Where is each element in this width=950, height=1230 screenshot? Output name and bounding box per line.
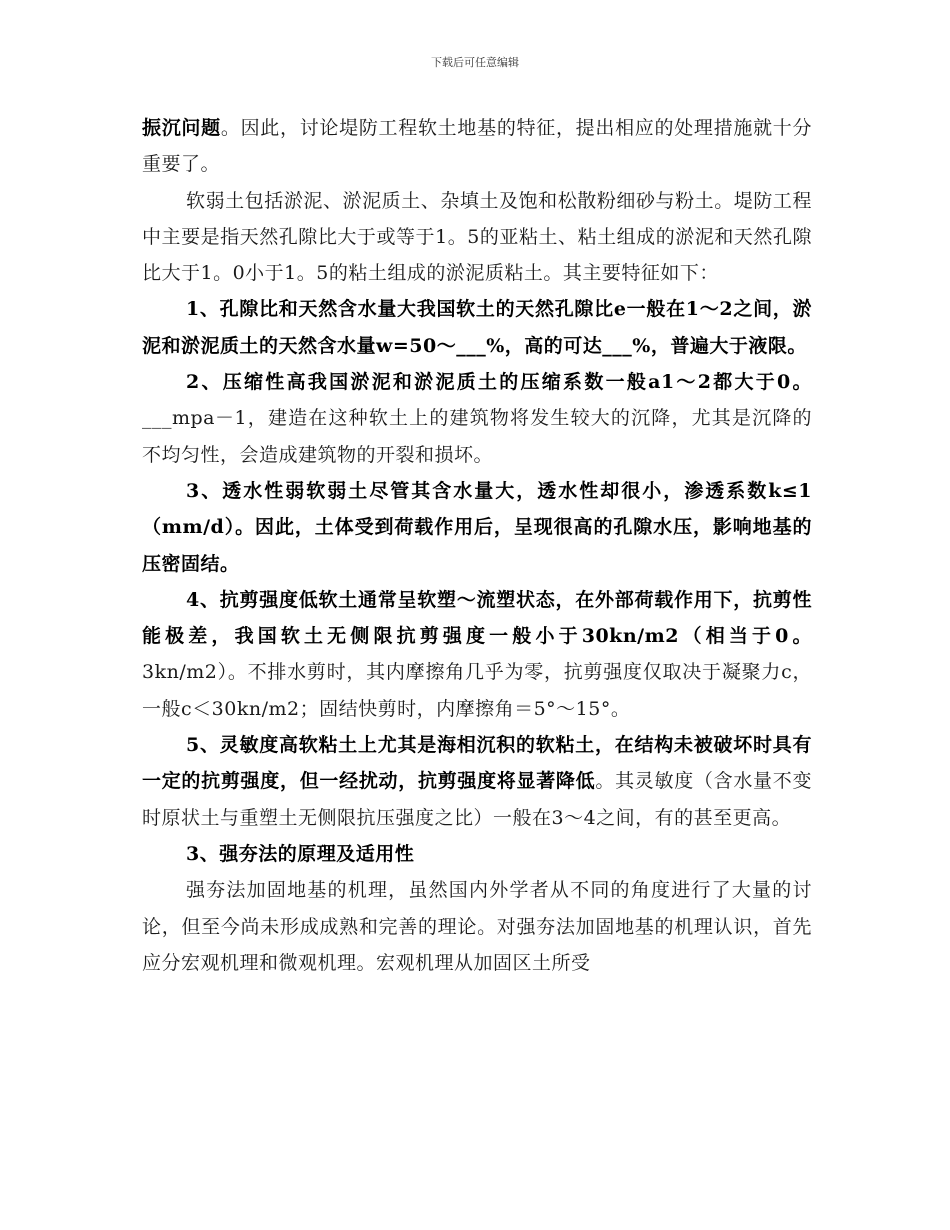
paragraph-5: 3、透水性弱软弱土尽管其含水量大，透水性却很小，渗透系数k≤1（mm/d）。因此，土体受到荷载作用后，呈现很高的孔隙水压，影响地基的压密固结。 [142, 479, 812, 575]
bold-text: 5、灵敏度高软粘土上尤其是海相沉积的软粘土，在结构未被破坏时具有一定的抗剪强度，但一经扰动，抗剪强度将显著降低 [142, 734, 812, 793]
bold-text: 4、抗剪强度低软土通常呈软塑～流塑状态，在外部荷载作用下，抗剪性能极差，我国软土无侧限抗剪强度一般小于30kn/m2（相当于0。 [142, 588, 812, 648]
paragraph-text: 。因此，讨论堤防工程软土地基的特征，提出相应的处理措施就十分重要了。 [142, 117, 812, 176]
paragraph-3: 1、孔隙比和天然含水量大我国软土的天然孔隙比e一般在1～2之间，淤泥和淤泥质土的天然含水量w=50～___%，高的可达___%，普遍大于液限。 [142, 298, 812, 357]
paragraph-6 [142, 582, 812, 727]
section-heading: 3、强夯法的原理及适用性 [186, 842, 415, 865]
page-header: 下载后可任意编辑 [431, 56, 519, 69]
document-body [142, 110, 812, 981]
bold-text: 2、压缩性高我国淤泥和淤泥质土的压缩系数一般a1～2都大于0。 [186, 371, 812, 394]
paragraph-9: 强夯法加固地基的机理，虽然国内外学者从不同的角度进行了大量的讨论，但至今尚未形成成熟和完善的理论。对强夯法加固地基的机理认识，首先应分宏观机理和微观机理。宏观机理从加固区土所受 [142, 879, 812, 974]
bold-text: 振沉问题 [142, 117, 221, 139]
paragraph-4 [142, 364, 812, 473]
paragraph-text: 3kn/m2）。不排水剪时，其内摩擦角几乎为零，抗剪强度仅取决于凝聚力c，一般c＜30kn/m2；固结快剪时，内摩擦角＝5°～15°。 [142, 661, 812, 720]
paragraph-text: 。其灵敏度（含水量不变时原状土与重塑土无侧限抗压强度之比）一般在3～4之间，有的甚至更高。 [142, 770, 812, 829]
paragraph-text: ___mpa－1，建造在这种软土上的建筑物将发生较大的沉降，尤其是沉降的不均匀性，会造成建筑物的开裂和损坏。 [142, 407, 812, 466]
paragraph-7 [142, 727, 812, 836]
paragraph-1 [142, 110, 812, 183]
paragraph-2: 软弱土包括淤泥、淤泥质土、杂填土及饱和松散粉细砂与粉土。堤防工程中主要是指天然孔隙比大于或等于1。5的亚粘土、粘土组成的淤泥和天然孔隙比大于1。0小于1。5的粘土组成的淤泥质粘土。其主要特征如下： [142, 189, 812, 285]
